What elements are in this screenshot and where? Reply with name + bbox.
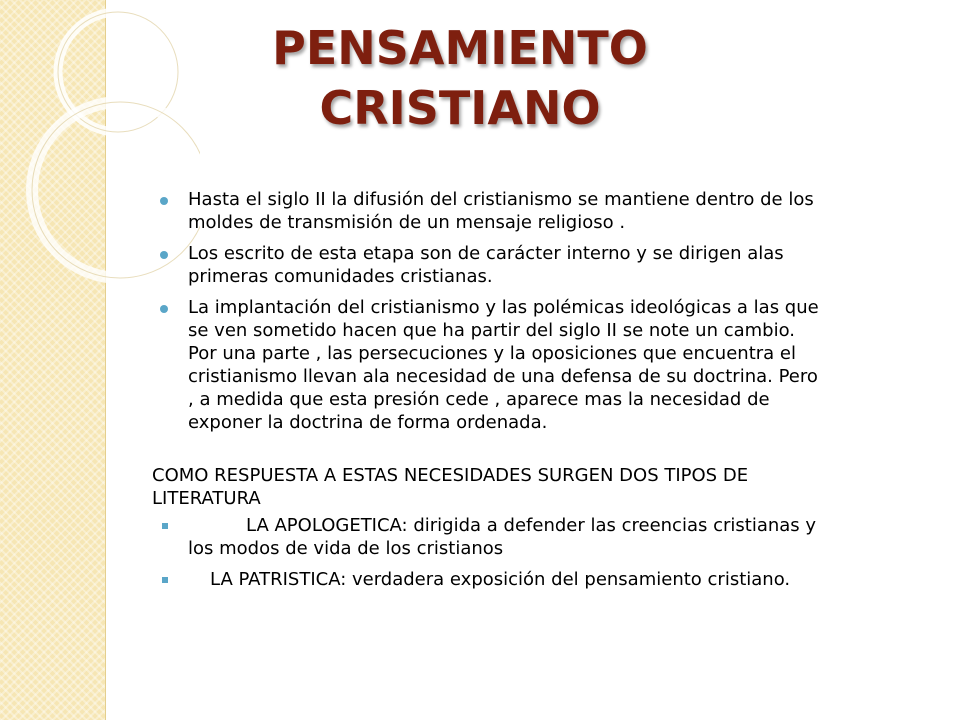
bullet-dot-icon	[160, 305, 168, 313]
square-bullet-icon	[162, 577, 168, 583]
list-item	[152, 568, 822, 591]
square-bullet-icon	[162, 523, 168, 529]
section-heading: COMO RESPUESTA A ESTAS NECESIDADES SURGEN DOS TIPOS DE LITERATURA	[152, 465, 749, 509]
bullet-text: Hasta el siglo II la difusión del cristianismo se mantiene dentro de los moldes de transmisión de un mensaje religioso .	[188, 189, 814, 233]
list-item	[152, 188, 822, 234]
literature-types-list	[152, 514, 822, 591]
bullet-dot-icon	[160, 251, 168, 259]
page-title	[240, 18, 680, 138]
title-line-1: PENSAMIENTO	[272, 21, 648, 75]
slide-content	[152, 188, 822, 599]
patristica-text: LA PATRISTICA: verdadera exposición del pensamiento cristiano.	[210, 569, 791, 590]
bullet-dot-icon	[160, 197, 168, 205]
title-line-2: CRISTIANO	[319, 81, 601, 135]
bullet-text: La implantación del cristianismo y las polémicas ideológicas a las que se ven sometido hacen que ha partir del siglo II se note un cambio. Por una parte , las persecuciones y la oposiciones que encuentra el cristianismo llevan ala necesidad de una defensa de su doctrina. Pero , a medida que esta presión cede , aparece mas la necesidad de exponer la doctrina de forma ordenada.	[188, 297, 819, 433]
bullet-list	[152, 188, 822, 434]
apologetica-text: LA APOLOGETICA: dirigida a defender las creencias cristianas y los modos de vida de los cristianos	[188, 515, 817, 559]
list-item	[152, 296, 822, 434]
list-item	[152, 514, 822, 560]
list-item	[152, 242, 822, 288]
bullet-text: Los escrito de esta etapa son de carácter interno y se dirigen alas primeras comunidades cristianas.	[188, 243, 784, 287]
decorative-side-band	[0, 0, 106, 720]
